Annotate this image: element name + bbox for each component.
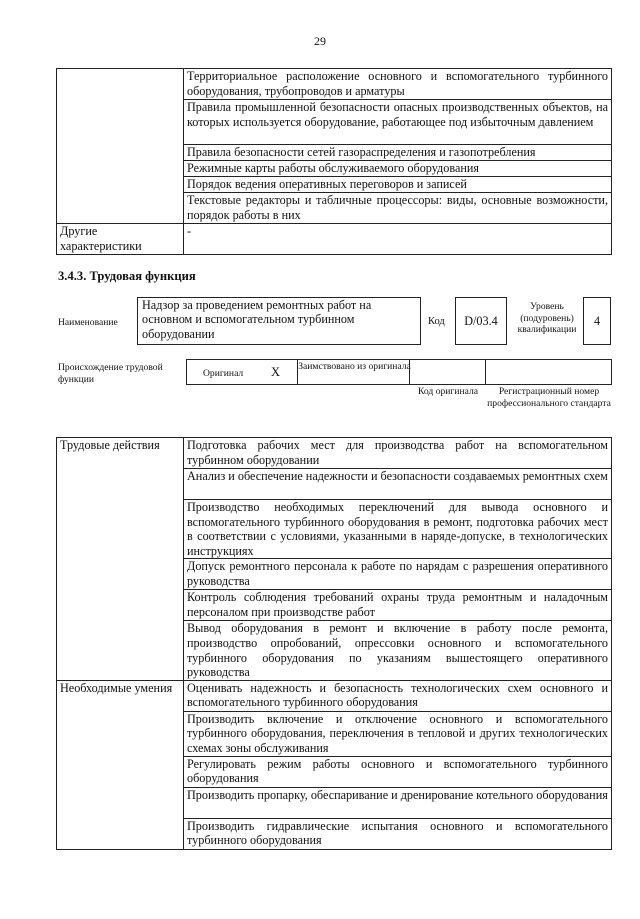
level-box [583,297,611,345]
action-item: Вывод оборудования в ремонт и включение в работу после ремонта, производство опробований, опрессовки основного и вспомогательного турбинного оборудования по указаниям вышестоящего оперативного руководства [184,621,612,680]
reg-number-cell [485,359,612,385]
code-caption: Код оригинала [417,386,479,397]
other-characteristics-label: Другие характеристики [57,224,184,255]
borrowed-label: Заимствовано из оригинала [298,361,411,372]
function-code: D/03.4 [464,313,498,328]
function-name: Надзор за проведением ремонтных работ на основном и вспомогательном турбинном оборудовании [142,298,372,341]
origin-row [186,359,612,385]
skill-item: Регулировать режим работы основного и вспомогательного турбинного оборудования [184,756,612,787]
code-label: Код [428,316,445,327]
action-item: Анализ и обеспечение надежности и безопасности создаваемых ремонтных схем [184,469,612,500]
name-label: Наименование [58,317,118,328]
skills-label: Необходимые умения [57,680,184,849]
action-item: Подготовка рабочих мест для производства работ на вспомогательном турбинном оборудовании [184,438,612,469]
function-code-box [455,297,507,345]
action-item: Допуск ремонтного персонала к работе по нарядам с разрешения оперативного руководства [184,559,612,590]
level-label: Уровень (подуровень) квалификации [517,301,577,335]
original-label: Оригинал [203,368,244,379]
knowledge-label-cell [57,69,184,224]
action-item: Производство необходимых переключений для вывода основного и вспомогательного турбинного оборудования в ремонт, подготовка рабочих мест в соответствии с условиями, указанными в наряде-допуске, в технологических инструкциях [184,500,612,559]
knowledge-table [56,68,612,255]
original-cell [186,359,298,385]
reg-number-caption: Регистрационный номер профессионального стандарта [487,386,611,409]
actions-label: Трудовые действия [57,438,184,681]
knowledge-item: Правила промышленной безопасности опасных производственных объектов, на которых используется оборудование, работающее под избыточным давлением [184,100,612,145]
level-value: 4 [593,313,601,328]
function-name-box [137,297,421,345]
original-code-cell [409,359,486,385]
knowledge-item: Режимные карты работы обслуживаемого оборудования [184,161,612,177]
origin-label: Происхождение трудовой функции [58,362,163,385]
skill-item: Производить включение и отключение основного и вспомогательного турбинного оборудования, переключения в тепловой и других технологических схемах зоны обслуживания [184,711,612,756]
table-row [57,438,612,469]
skill-item: Производить гидравлические испытания основного и вспомогательного турбинного оборудования [184,818,612,849]
knowledge-item: Территориальное расположение основного и вспомогательного турбинного оборудования, трубопроводов и арматуры [184,69,612,100]
knowledge-item: Порядок ведения оперативных переговоров и записей [184,177,612,193]
knowledge-item: Текстовые редакторы и табличные процессоры: виды, основные возможности, порядок работы в них [184,193,612,224]
borrowed-cell [297,359,410,385]
page-number: 29 [314,34,326,48]
original-mark: X [271,365,281,379]
skill-item: Оценивать надежность и безопасность технологических схем основного и вспомогательного турбинного оборудования [184,680,612,711]
knowledge-item: Правила безопасности сетей газораспределения и газопотребления [184,145,612,161]
actions-table [56,437,612,850]
skill-item: Производить пропарку, обеспаривание и дренирование котельного оборудования [184,787,612,818]
table-row [57,69,612,100]
action-item: Контроль соблюдения требований охраны труда ремонтным и наладочным персоналом при производстве работ [184,590,612,621]
table-row [57,680,612,711]
table-row [57,224,612,255]
section-title: 3.4.3. Трудовая функция [58,269,196,283]
other-characteristics-value: - [184,224,612,255]
